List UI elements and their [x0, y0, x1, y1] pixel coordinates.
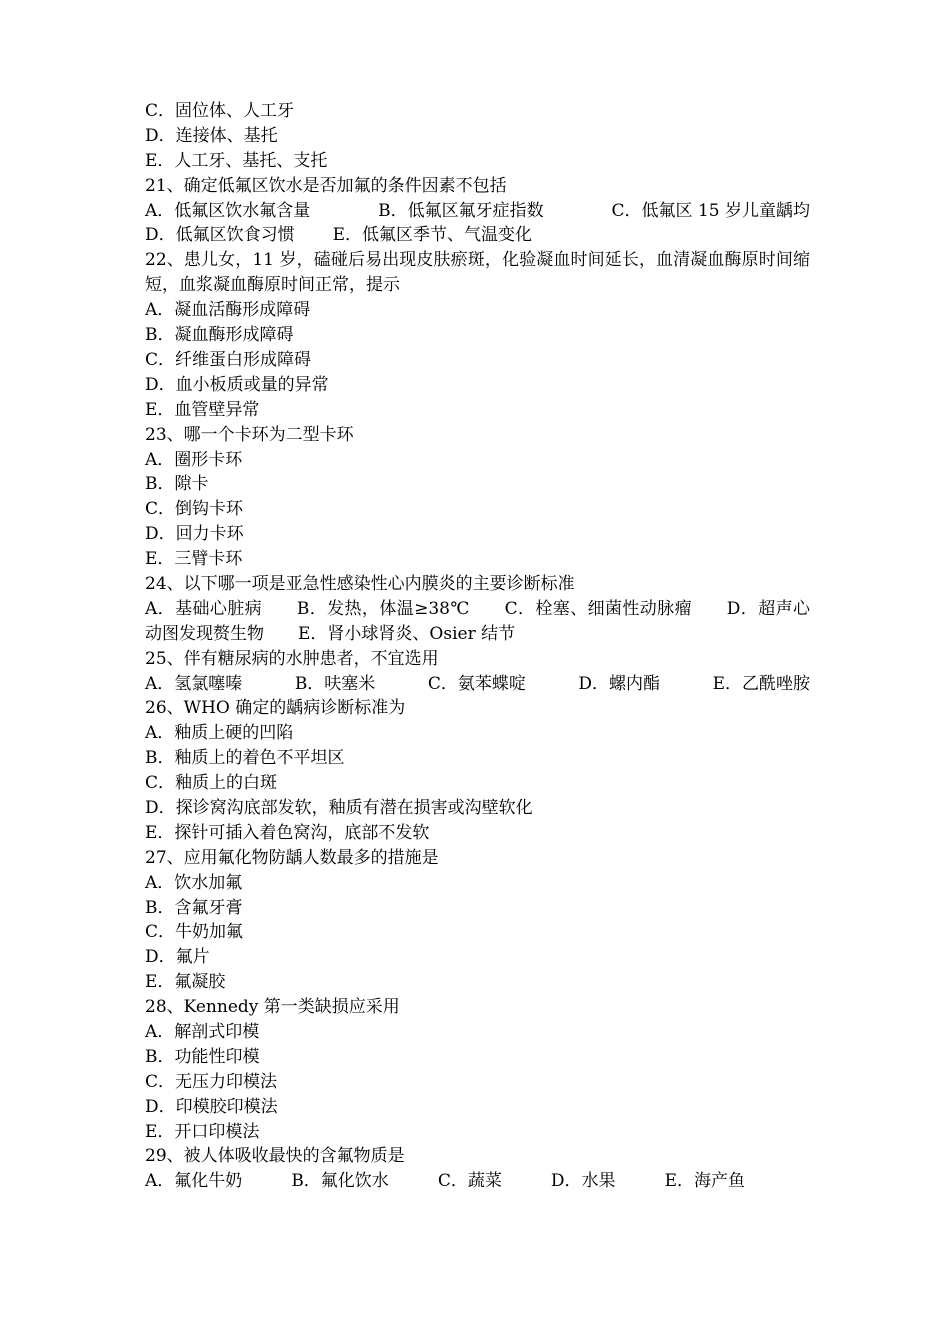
option-line: E．开口印模法 [145, 1121, 260, 1142]
option: B．呋塞米 [294, 673, 376, 694]
option-line: D．回力卡环 [145, 524, 244, 545]
question-26 [145, 696, 810, 845]
option: E．乙酰唑胺 [712, 673, 810, 694]
options-paragraph: A．基础心脏病 B．发热，体温≥38℃ C．栓塞、细菌性动脉瘤 D．超声心动图发现赘生物 E．肾小球肾炎、Osier 结节 [145, 598, 810, 644]
option: A．氟化牛奶 [145, 1171, 243, 1192]
document-page [145, 99, 810, 1194]
options-row [145, 1169, 745, 1194]
option: A．氢氯噻嗪 [145, 673, 243, 694]
question-stem: 27、应用氟化物防龋人数最多的措施是 [145, 847, 439, 868]
option-line: C．釉质上的白斑 [145, 773, 278, 794]
question-24 [145, 572, 810, 647]
question-stem: 23、哪一个卡环为二型卡环 [145, 424, 354, 445]
option-line: B．隙卡 [145, 474, 209, 495]
question-stem: 29、被人体吸收最快的含氟物质是 [145, 1146, 405, 1167]
option: D．水果 [550, 1171, 616, 1192]
option-line: E．三臂卡环 [145, 549, 243, 570]
option: B．氟化饮水 [291, 1171, 389, 1192]
options-row [145, 223, 810, 248]
option: B．低氟区氟牙症指数 [378, 200, 544, 221]
option-line: E．人工牙、基托、支托 [145, 150, 328, 171]
options-row [145, 199, 810, 224]
question-stem: 21、确定低氟区饮水是否加氟的条件因素不包括 [145, 175, 507, 196]
option-line: D．血小板质或量的异常 [145, 374, 329, 395]
option-line: D．氟片 [145, 947, 210, 968]
question-22 [145, 248, 810, 422]
option-line: E．探针可插入着色窝沟，底部不发软 [145, 822, 430, 843]
option-line: A．釉质上硬的凹陷 [145, 723, 294, 744]
option-line: E．氟凝胶 [145, 972, 226, 993]
option: C．蔬菜 [437, 1171, 502, 1192]
option-line: C．纤维蛋白形成障碍 [145, 349, 312, 370]
option-line: C．无压力印模法 [145, 1071, 278, 1092]
question-25 [145, 647, 810, 697]
option-line: C．倒钩卡环 [145, 499, 244, 520]
option-line: A．圈形卡环 [145, 449, 243, 470]
option: E．海产鱼 [664, 1171, 745, 1192]
option-line: A．凝血活酶形成障碍 [145, 300, 311, 321]
option: C．氨苯蝶啶 [427, 673, 526, 694]
question-stem: 28、Kennedy 第一类缺损应采用 [145, 997, 400, 1018]
question-29 [145, 1144, 810, 1194]
option: D．螺内酯 [578, 673, 661, 694]
option-line: C．牛奶加氟 [145, 922, 244, 943]
option-line: B．凝血酶形成障碍 [145, 325, 294, 346]
option-line: D．连接体、基托 [145, 125, 278, 146]
options-row [145, 672, 810, 697]
question-stem: 24、以下哪一项是亚急性感染性心内膜炎的主要诊断标准 [145, 573, 575, 594]
option-line: D．探诊窝沟底部发软，釉质有潜在损害或沟壁软化 [145, 798, 533, 818]
question-21 [145, 174, 810, 249]
question-28 [145, 995, 810, 1144]
option: C．低氟区 15 岁儿童龋均 [611, 200, 810, 221]
option: D．低氟区饮食习惯 [145, 225, 295, 246]
option: A．低氟区饮水氟含量 [145, 200, 311, 221]
option-line: C．固位体、人工牙 [145, 101, 295, 121]
option-line: A．饮水加氟 [145, 872, 243, 893]
question-stem: 22、患儿女，11 岁，磕碰后易出现皮肤瘀斑，化验凝血时间延长，血清凝血酶原时间缩短，血浆凝血酶原时间正常，提示 [145, 250, 810, 296]
option: E．低氟区季节、气温变化 [332, 225, 533, 246]
option-line: A．解剖式印模 [145, 1022, 260, 1043]
question-27 [145, 846, 810, 995]
option-line: B．釉质上的着色不平坦区 [145, 748, 345, 769]
option-line: B．功能性印模 [145, 1046, 260, 1067]
option-line: D．印模胶印模法 [145, 1096, 278, 1117]
question-stem: 26、WHO 确定的龋病诊断标准为 [145, 698, 406, 719]
question-stem: 25、伴有糖尿病的水肿患者，不宜选用 [145, 648, 439, 669]
option-line: B．含氟牙膏 [145, 897, 243, 918]
option-line: E．血管壁异常 [145, 399, 260, 420]
question-23 [145, 423, 810, 572]
continuation-options [145, 99, 810, 174]
